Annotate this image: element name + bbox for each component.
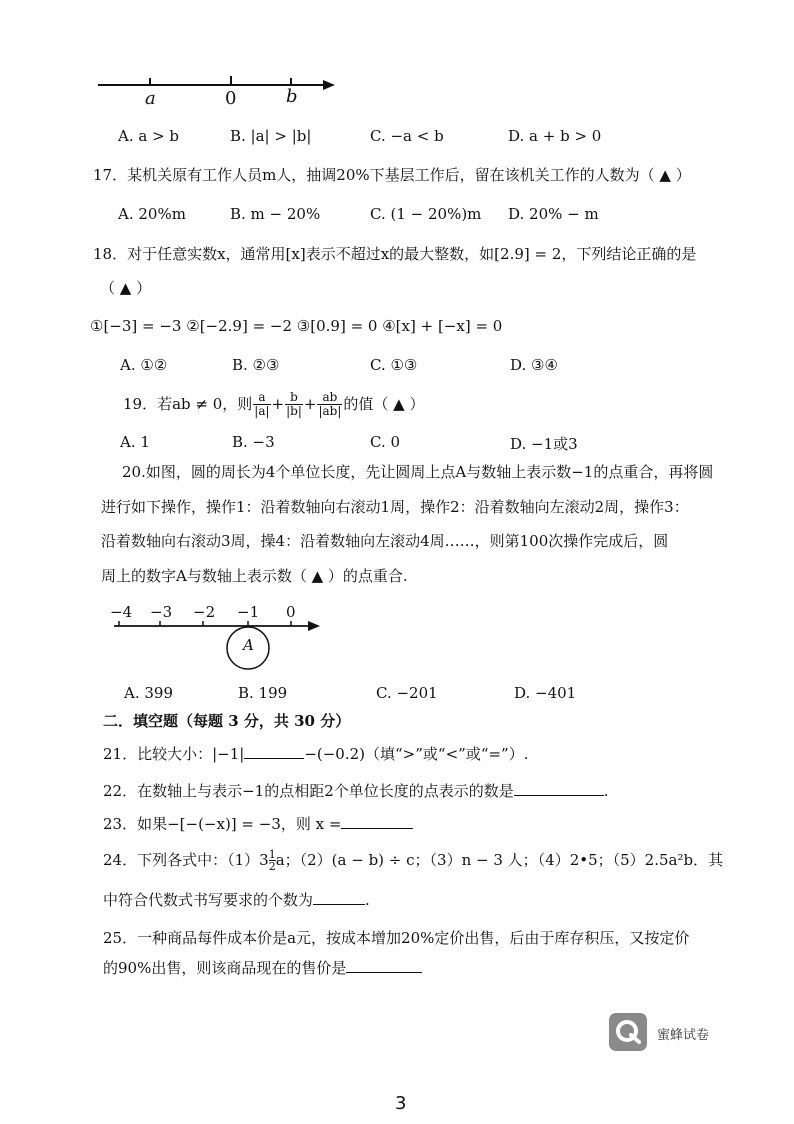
- watermark-text: 蜜蜂试卷: [657, 1028, 710, 1043]
- q19-option-d: D. −1或3: [510, 435, 578, 453]
- q19-fraction-1: $\frac{a}{|a|}$: [254, 389, 270, 418]
- numberline-label-a: a: [145, 88, 156, 109]
- q18-option-d: D. ③④: [510, 356, 558, 374]
- q18-option-a: A. ①②: [120, 356, 168, 374]
- q21-stem: 21．比较大小：|−1| −(−0.2)（填“>”或“<”或“=”）.: [103, 745, 529, 763]
- q17-option-c: C. (1 − 20%)m: [370, 205, 482, 223]
- number-line-ab: [95, 70, 340, 110]
- q20-line3: 沿着数轴向右滚动3周，操4：沿着数轴向左滚动4周……，则第100次操作完成后，圆: [101, 532, 669, 550]
- q21-answer-blank[interactable]: [244, 744, 304, 759]
- numberline-label-b: b: [286, 86, 298, 107]
- page-number: 3: [395, 1093, 407, 1114]
- q20-option-d: D. −401: [514, 684, 577, 702]
- q24-line2: 中符合代数式书写要求的个数为 .: [103, 891, 370, 909]
- q23-stem: 23．如果−[−(−x)] = −3，则 x =: [103, 814, 413, 834]
- q24-line1: 24．下列各式中：（1）3 1 2 a；（2）(a − b) ÷ c；（3）n − 3 人；（4）2•5；（5）2.5a²b．其: [103, 847, 724, 873]
- q17-stem: 17．某机关原有工作人员m人，抽调20%下基层工作后，留在该机关工作的人数为（ ▲ ）: [93, 166, 691, 184]
- q19-option-c: C. 0: [370, 433, 401, 451]
- q18-option-b: B. ②③: [232, 356, 280, 374]
- circle-label-a: A: [243, 636, 254, 654]
- q18-statements: ①[−3] = −3 ②[−2.9] = −2 ③[0.9] = 0 ④[x] + [−x] = 0: [90, 317, 503, 335]
- q16-option-b: B. |a| > |b|: [230, 127, 312, 145]
- q16-option-a: A. a > b: [118, 127, 180, 145]
- q20-option-a: A. 399: [124, 684, 173, 702]
- nl2-label-neg3: −3: [150, 603, 173, 621]
- q19-option-a: A. 1: [120, 433, 150, 451]
- q20-option-c: C. −201: [376, 684, 438, 702]
- q25-line2: 的90%出售，则该商品现在的售价是: [103, 958, 422, 978]
- q18-stem-line2: （ ▲ ）: [100, 279, 152, 297]
- nl2-label-neg4: −4: [110, 603, 133, 621]
- q24-answer-blank[interactable]: [313, 890, 365, 905]
- q20-line1: 20.如图，圆的周长为4个单位长度，先让圆周上点A与数轴上表示数−1的点重合，再将圆: [122, 463, 714, 481]
- nl2-label-neg1: −1: [237, 603, 260, 621]
- nl2-label-neg2: −2: [193, 603, 216, 621]
- numberline-label-0: 0: [225, 88, 237, 109]
- q16-option-d: D. a + b > 0: [508, 127, 602, 145]
- q20-option-b: B. 199: [238, 684, 288, 702]
- q19-option-b: B. −3: [232, 433, 275, 451]
- q18-option-c: C. ①③: [370, 356, 418, 374]
- q25-line1: 25．一种商品每件成本价是a元，按成本增加20%定价出售，后由于库存积压，又按定价: [103, 929, 690, 947]
- q24-mixed-fraction: 1 2: [268, 847, 276, 873]
- q20-line4: 周上的数字A与数轴上表示数（ ▲ ）的点重合.: [101, 567, 408, 585]
- section-heading: 二．填空题（每题 3 分，共 30 分）: [103, 712, 351, 730]
- q17-option-d: D. 20% − m: [508, 205, 599, 223]
- q18-stem-line1: 18．对于任意实数x，通常用[x]表示不超过x的最大整数，如[2.9] = 2，下列结论正确的是: [93, 245, 697, 263]
- q23-answer-blank[interactable]: [341, 814, 413, 829]
- q19-fraction-3: $\frac{ab}{|ab|}$: [318, 389, 342, 418]
- q22-answer-blank[interactable]: [514, 781, 604, 796]
- q19-prefix: 19．若ab ≠ 0，则: [123, 395, 253, 413]
- q17-option-b: B. m − 20%: [230, 205, 321, 223]
- q22-stem: 22．在数轴上与表示−1的点相距2个单位长度的点表示的数是 .: [103, 782, 609, 800]
- q16-option-c: C. −a < b: [370, 127, 444, 145]
- q19-suffix: 的值（ ▲ ）: [343, 395, 425, 413]
- nl2-label-0: 0: [286, 603, 296, 621]
- q20-line2: 进行如下操作，操作1：沿着数轴向右滚动1周，操作2：沿着数轴向左滚动2周，操作3：: [101, 498, 689, 516]
- number-line-circle: [110, 612, 325, 682]
- q19-fraction-2: $\frac{b}{|b|}$: [286, 389, 302, 418]
- q25-answer-blank[interactable]: [346, 958, 422, 973]
- q19-stem: 19．若ab ≠ 0，则 $\frac{a}{|a|}$ + $\frac{b}{|b|}$ + $\frac{ab}{|ab|}$ 的值（ ▲ ）: [123, 389, 425, 418]
- q17-option-a: A. 20%m: [118, 205, 186, 223]
- q-logo-icon: [609, 1013, 647, 1051]
